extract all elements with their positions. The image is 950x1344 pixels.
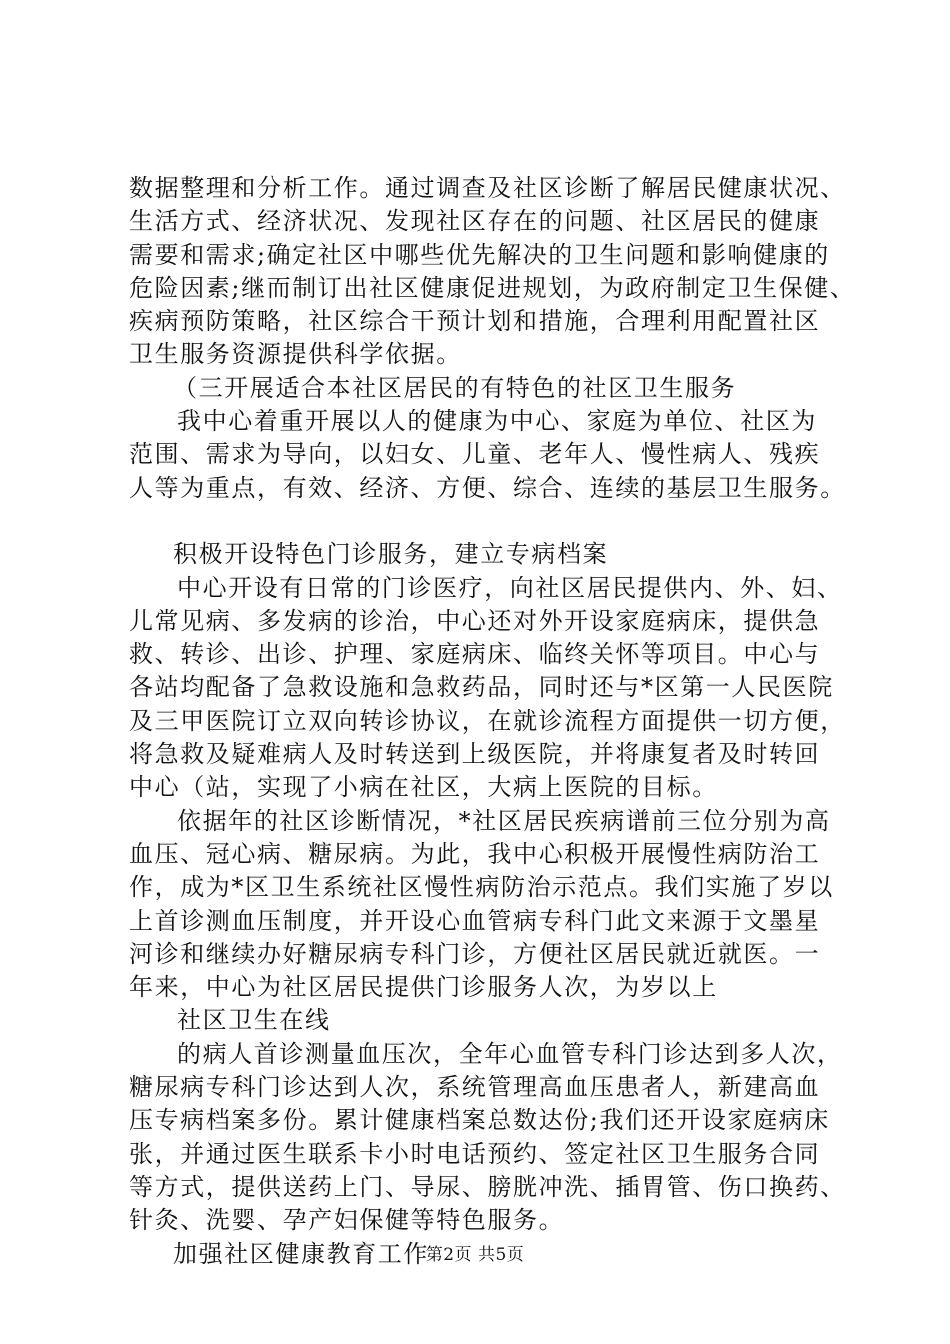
section-heading: 加强社区健康教育工作 <box>173 1239 429 1268</box>
text-line: 年来，中心为社区居民提供门诊服务人次，为岁以上 <box>129 973 718 1002</box>
text-line: 卫生服务资源提供科学依据。 <box>129 340 462 369</box>
text-line: 糖尿病专科门诊达到人次，系统管理高血压患者人，新建高血 <box>129 1073 821 1102</box>
text-line: 张，并通过医生联系卡小时电话预约、签定社区卫生服务合同 <box>129 1139 821 1168</box>
text-line: 及三甲医院订立双向转诊协议，在就诊流程方面提供一切方便， <box>129 706 846 735</box>
text-line: 河诊和继续办好糖尿病专科门诊，方便社区居民就近就医。一 <box>129 939 821 968</box>
text-line: 范围、需求为导向，以妇女、儿童、老年人、慢性病人、残疾 <box>129 440 821 469</box>
text-line: 依据年的社区诊断情况，*社区居民疾病谱前三位分别为高 <box>177 806 831 835</box>
text-line: 生活方式、经济状况、发现社区存在的问题、社区居民的健康 <box>129 207 821 236</box>
text-line: 压专病档案多份。累计健康档案总数达份;我们还开设家庭病床 <box>129 1106 830 1135</box>
text-line: 等方式，提供送药上门、导尿、膀胱冲洗、插胃管、伤口换药、 <box>129 1172 846 1201</box>
text-line: 需要和需求;确定社区中哪些优先解决的卫生问题和影响健康的 <box>129 240 830 269</box>
text-line: 危险因素;继而制订出社区健康促进规划，为政府制定卫生保健、 <box>129 273 856 302</box>
text-line: 中心（站，实现了小病在社区，大病上医院的目标。 <box>129 773 718 802</box>
text-line: 的病人首诊测量血压次，全年心血管专科门诊达到多人次， <box>177 1039 843 1068</box>
text-line: 上首诊测血压制度，并开设心血管病专科门此文来源于文墨星 <box>129 906 821 935</box>
page-number-footer: 第2页 共5页 <box>425 1245 525 1265</box>
paragraph-gap <box>129 505 829 538</box>
text-line: 我中心着重开展以人的健康为中心、家庭为单位、社区为 <box>177 407 817 436</box>
text-line: 作，成为*区卫生系统社区慢性病防治示范点。我们实施了岁以 <box>129 873 834 902</box>
text-line: 疾病预防策略，社区综合干预计划和措施，合理利用配置社区 <box>129 307 821 336</box>
text-line: 各站均配备了急救设施和急救药品，同时还与*区第一人民医院 <box>129 673 834 702</box>
text-line: 救、转诊、出诊、护理、家庭病床、临终关怀等项目。中心与 <box>129 640 821 669</box>
text-line: 针灸、洗婴、孕产妇保健等特色服务。 <box>129 1206 565 1235</box>
text-line: 血压、冠心病、糖尿病。为此，我中心积极开展慢性病防治工 <box>129 839 821 868</box>
section-heading: 积极开设特色门诊服务，建立专病档案 <box>173 540 609 569</box>
text-line: 数据整理和分析工作。通过调查及社区诊断了解居民健康状况、 <box>129 174 846 202</box>
text-line: 人等为重点，有效、经济、方便、综合、连续的基层卫生服务。 <box>129 473 846 502</box>
section-heading: （三开展适合本社区居民的有特色的社区卫生服务 <box>173 373 737 402</box>
text-line: 中心开设有日常的门诊医疗，向社区居民提供内、外、妇、 <box>177 573 843 602</box>
text-line: 儿常见病、多发病的诊治，中心还对外开设家庭病床，提供急 <box>129 606 821 635</box>
document-body <box>129 172 856 1271</box>
text-line: 将急救及疑难病人及时转送到上级医院，并将康复者及时转回 <box>129 740 821 769</box>
section-heading: 社区卫生在线 <box>177 1006 331 1035</box>
